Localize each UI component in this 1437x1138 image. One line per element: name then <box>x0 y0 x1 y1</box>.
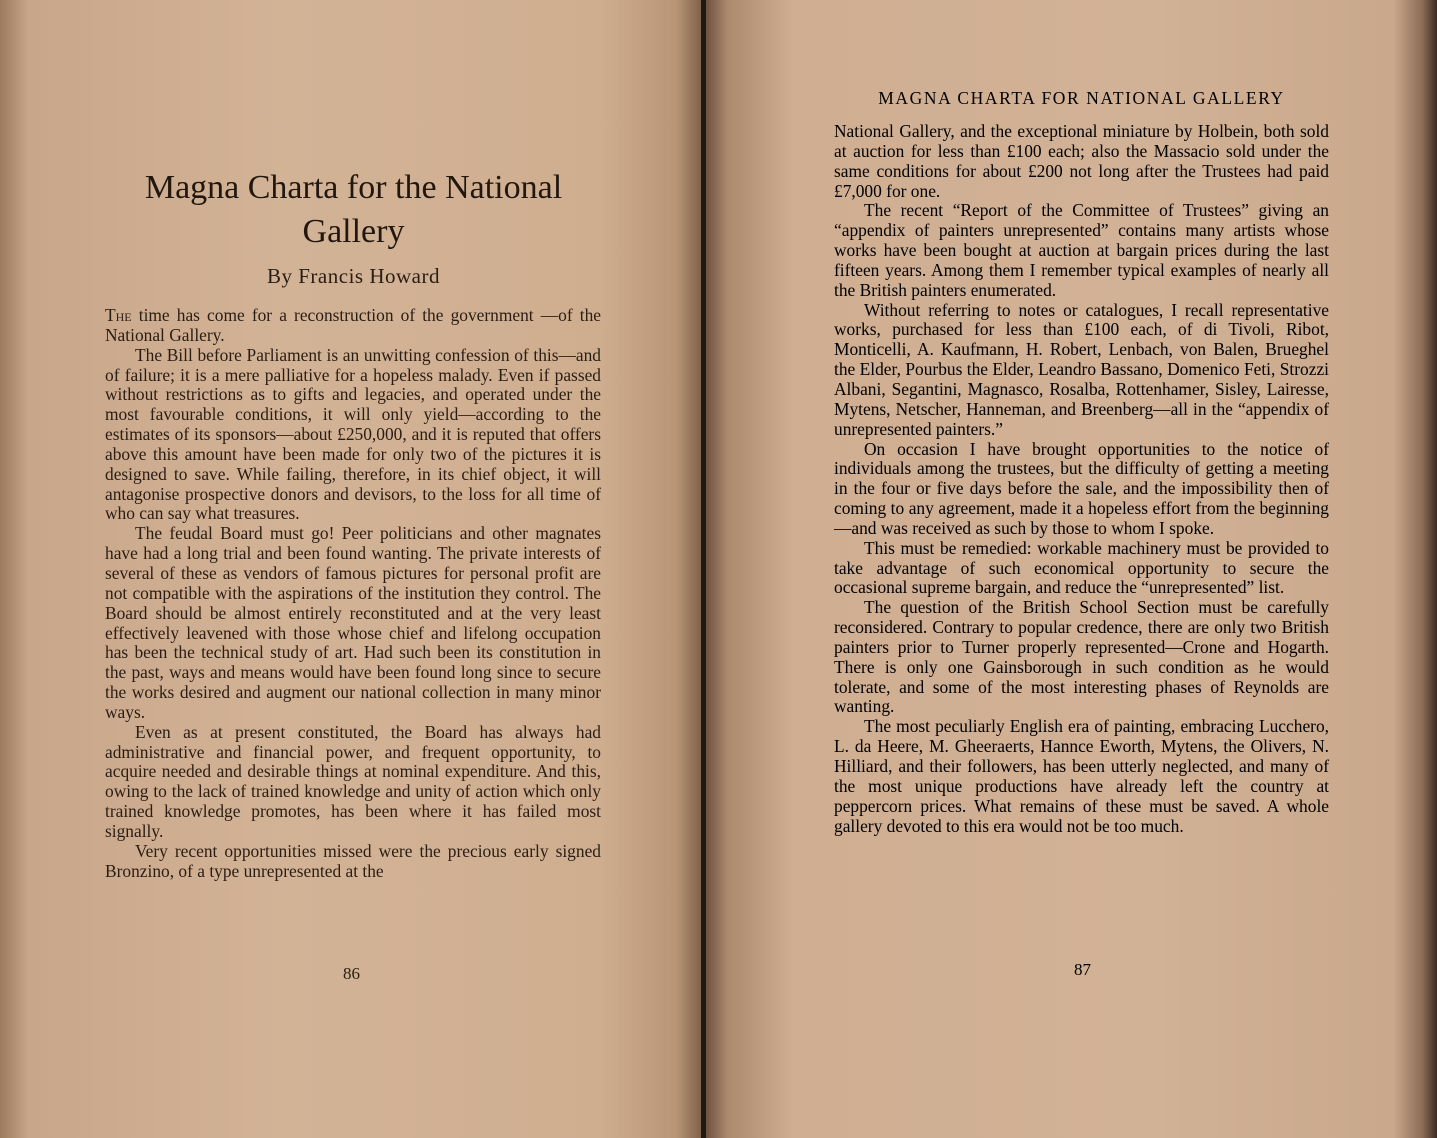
paragraph: Even as at present constituted, the Board has always had administrative and financial power, and frequent opportunity, to acquire needed and desirable things at nominal expenditure. And this, owing to the lack of trained knowledge and unity of action which only trained knowledge promotes, has been where it has failed most signally. <box>105 721 601 841</box>
paragraph: Very recent opportunities missed were the precious early signed Bronzino, of a type unrepresented at the <box>105 840 601 881</box>
paragraph: This must be remedied: workable machinery must be provided to take advantage of such economical opportunity to secure the occasional supreme bargain, and reduce the “unrepresented” list. <box>834 537 1329 598</box>
paragraph: The most peculiarly English era of painting, embracing Lucchero, L. da Heere, M. Gheeraerts, Hannce Eworth, Mytens, the Olivers, N. Hilliard, and their followers, has been utterly neglected, and many of the most unique productions have already left the country at peppercorn prices. What remains of these must be saved. A whole gallery devoted to this era would not be too much. <box>834 716 1329 836</box>
paragraph: The recent “Report of the Committee of Trustees” giving an “appendix of painters unrepresented” contains many artists whose works have been bought at auction at bargain prices during the last fifteen years. Among them I remember typical examples of nearly all the British painters enumerated. <box>834 200 1329 300</box>
opening-paragraph <box>105 306 601 346</box>
page-number-left: 86 <box>343 964 360 983</box>
author-byline: By Francis Howard <box>267 264 440 288</box>
right-text-block <box>834 122 1329 836</box>
left-text-block <box>105 306 601 881</box>
lead-word: The <box>105 305 132 325</box>
paragraph: On occasion I have brought opportunities to the notice of individuals among the trustees, but the difficulty of getting a meeting in the four or five days before the sale, and the impossibility then of coming to any agreement, made it a hopeless effort from the beginning—and was received as such by those to whom I spoke. <box>834 438 1329 538</box>
running-head: MAGNA CHARTA FOR NATIONAL GALLERY <box>878 88 1285 108</box>
paragraph: The feudal Board must go! Peer politicians and other magnates have had a long trial and been found wanting. The private interests of several of these as vendors of famous pictures for personal profit are not compatible with the aspirations of the institution they control. The Board should be almost entirely reconstituted and at the very least effectively leavened with those whose chief and lifelong occupation has been the technical study of art. Had such been its constitution in the past, ways and means would have been found long since to secure the works desired and augment our national collection in many minor ways. <box>105 523 601 722</box>
paragraph: Without referring to notes or catalogues, I recall representative works, purchased for less than £100 each, of di Tivoli, Ribot, Monticelli, A. Kaufmann, H. Robert, Lenbach, von Balen, Brueghel the Elder, Pourbus the Elder, Leandro Bassano, Domenico Feti, Strozzi Albani, Segantini, Magnasco, Rosalba, Rottenhamer, Sisley, Lairesse, Mytens, Netscher, Hanneman, and Breenberg—all in the “appendix of unrepresented painters.” <box>834 299 1329 439</box>
left-page <box>0 0 704 1138</box>
article-title: Magna Charta for the National Gallery <box>144 169 563 250</box>
page-number-right: 87 <box>1074 960 1091 979</box>
paragraph: The question of the British School Section must be carefully reconsidered. Contrary to popular credence, there are only two British painters prior to Turner properly represented—Crone and Hogarth. There is only one Gainsborough in such condition as he would tolerate, and some of the most interesting phases of Reynolds are wanting. <box>834 597 1329 717</box>
continuation-paragraph: National Gallery, and the exceptional miniature by Holbein, both sold at auction for less than £100 each; also the Massacio sold under the same conditions for about £200 not long after the Trustees had paid £7,000 for one. <box>834 121 1329 201</box>
paragraph: The Bill before Parliament is an unwitting confession of this—and of failure; it is a mere palliative for a hopeless malady. Even if passed without restrictions as to gifts and legacies, and operated under the most favourable conditions, it will only yield—according to the estimates of its sponsors—about £250,000, and it is reputed that offers above this amount have been made for only two of the pictures it is designed to save. While failing, therefore, in its chief object, it will antagonise prospective donors and devisors, to the loss for all time of who can say what treasures. <box>105 344 601 524</box>
opening-text: time has come for a reconstruction of the government —of the National Gallery. <box>105 305 601 345</box>
